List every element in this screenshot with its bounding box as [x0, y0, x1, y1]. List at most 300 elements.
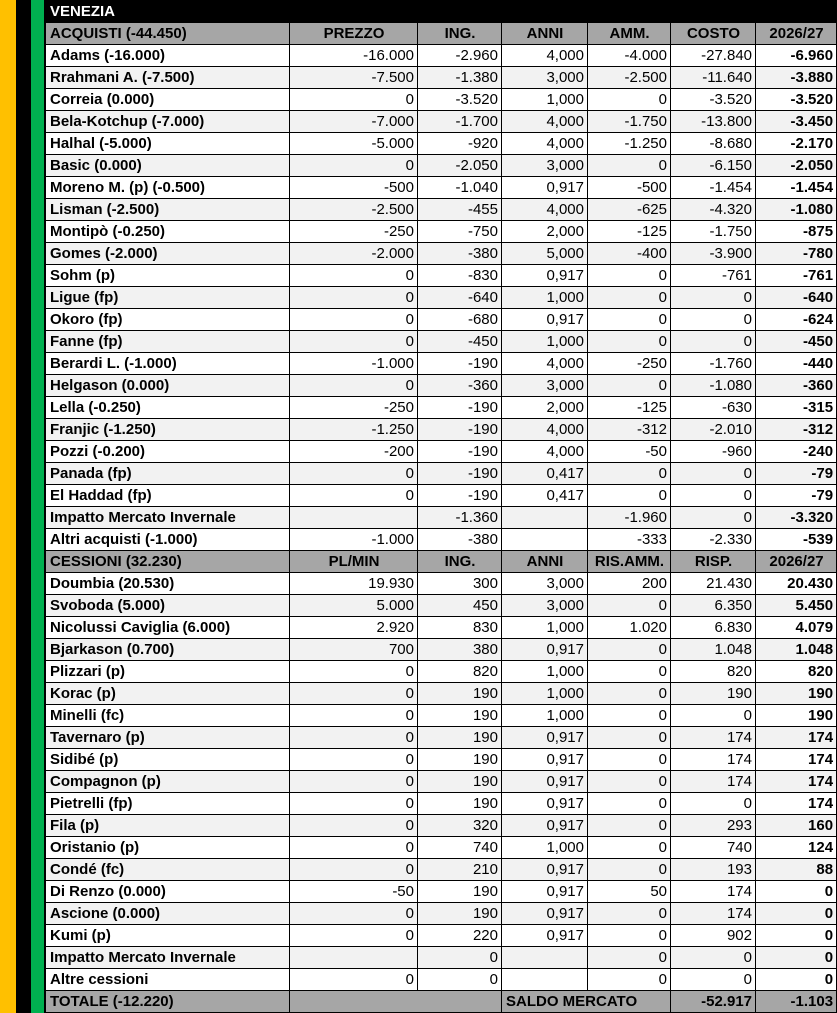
yellow-team-stripe: [0, 0, 16, 1013]
value-cell: 0: [290, 749, 418, 771]
value-cell: -8.680: [671, 133, 756, 155]
value-cell: [290, 947, 418, 969]
value-cell: 1,000: [502, 617, 588, 639]
acquisti-row: [46, 507, 837, 529]
value-cell: 0: [671, 705, 756, 727]
value-cell: -450: [418, 331, 502, 353]
value-cell: -2.500: [290, 199, 418, 221]
value-cell: 174: [671, 903, 756, 925]
acquisti-row: [46, 375, 837, 397]
value-cell: -3.900: [671, 243, 756, 265]
value-cell: -750: [418, 221, 502, 243]
transfer-spreadsheet: [45, 0, 834, 1013]
value-cell: 830: [418, 617, 502, 639]
season-impact-cell: 0: [756, 903, 837, 925]
value-cell: 0: [588, 155, 671, 177]
cessioni-row: [46, 661, 837, 683]
value-cell: -50: [588, 441, 671, 463]
cessioni-row: [46, 749, 837, 771]
acquisti-row: [46, 441, 837, 463]
column-header: COSTO: [671, 23, 756, 45]
value-cell: 1,000: [502, 705, 588, 727]
value-cell: 190: [418, 705, 502, 727]
season-impact-cell: -240: [756, 441, 837, 463]
total-row: [46, 991, 837, 1013]
value-cell: 0,917: [502, 265, 588, 287]
value-cell: 174: [671, 771, 756, 793]
column-header: ING.: [418, 551, 502, 573]
value-cell: 0: [290, 265, 418, 287]
value-cell: -1.750: [588, 111, 671, 133]
value-cell: -680: [418, 309, 502, 331]
value-cell: -125: [588, 221, 671, 243]
player-name: Berardi L. (-1.000): [46, 353, 290, 375]
value-cell: -1.040: [418, 177, 502, 199]
column-header: 2026/27: [756, 23, 837, 45]
value-cell: -1.080: [671, 375, 756, 397]
column-header: ANNI: [502, 23, 588, 45]
acquisti-row: [46, 265, 837, 287]
value-cell: -2.010: [671, 419, 756, 441]
player-name: Montipò (-0.250): [46, 221, 290, 243]
value-cell: -380: [418, 243, 502, 265]
value-cell: -360: [418, 375, 502, 397]
value-cell: 174: [671, 881, 756, 903]
column-header: 2026/27: [756, 551, 837, 573]
value-cell: 6.830: [671, 617, 756, 639]
value-cell: 21.430: [671, 573, 756, 595]
value-cell: 0: [588, 903, 671, 925]
value-cell: 0: [671, 309, 756, 331]
value-cell: 0: [418, 947, 502, 969]
value-cell: 0: [671, 947, 756, 969]
value-cell: 0,917: [502, 881, 588, 903]
player-name: Adams (-16.000): [46, 45, 290, 67]
season-impact-cell: -640: [756, 287, 837, 309]
player-name: Condé (fc): [46, 859, 290, 881]
acquisti-row: [46, 221, 837, 243]
value-cell: 1,000: [502, 683, 588, 705]
value-cell: 0: [671, 287, 756, 309]
player-name: Pozzi (-0.200): [46, 441, 290, 463]
value-cell: 820: [418, 661, 502, 683]
player-name: Helgason (0.000): [46, 375, 290, 397]
cessioni-row: [46, 727, 837, 749]
season-impact-cell: -6.960: [756, 45, 837, 67]
acquisti-row: [46, 529, 837, 551]
acquisti-row: [46, 45, 837, 67]
value-cell: 820: [671, 661, 756, 683]
season-impact-cell: -315: [756, 397, 837, 419]
season-impact-cell: 1.048: [756, 639, 837, 661]
value-cell: 0: [290, 485, 418, 507]
value-cell: -1.360: [418, 507, 502, 529]
player-name: Lella (-0.250): [46, 397, 290, 419]
season-impact-cell: -780: [756, 243, 837, 265]
value-cell: -2.960: [418, 45, 502, 67]
value-cell: -125: [588, 397, 671, 419]
total-label: TOTALE (-12.220): [46, 991, 290, 1013]
value-cell: [502, 507, 588, 529]
value-cell: 3,000: [502, 595, 588, 617]
value-cell: -1.760: [671, 353, 756, 375]
value-cell: 0: [588, 683, 671, 705]
saldo-mercato-label: SALDO MERCATO: [502, 991, 671, 1013]
cessioni-row: [46, 683, 837, 705]
value-cell: 1,000: [502, 331, 588, 353]
season-impact-cell: -761: [756, 265, 837, 287]
value-cell: [290, 507, 418, 529]
season-impact-cell: 174: [756, 727, 837, 749]
value-cell: -190: [418, 463, 502, 485]
season-impact-cell: 0: [756, 969, 837, 991]
cessioni-row: [46, 617, 837, 639]
cessioni-row: [46, 837, 837, 859]
value-cell: 3,000: [502, 573, 588, 595]
value-cell: 3,000: [502, 155, 588, 177]
season-impact-cell: 190: [756, 705, 837, 727]
season-impact-cell: -360: [756, 375, 837, 397]
value-cell: -1.700: [418, 111, 502, 133]
value-cell: [502, 529, 588, 551]
value-cell: -250: [290, 397, 418, 419]
value-cell: -16.000: [290, 45, 418, 67]
value-cell: -7.000: [290, 111, 418, 133]
season-impact-cell: 20.430: [756, 573, 837, 595]
value-cell: 0,917: [502, 793, 588, 815]
column-header: PREZZO: [290, 23, 418, 45]
player-name: Impatto Mercato Invernale: [46, 947, 290, 969]
value-cell: 0: [290, 815, 418, 837]
team-title-row: [46, 1, 837, 23]
cessioni-row: [46, 903, 837, 925]
player-name: Svoboda (5.000): [46, 595, 290, 617]
acquisti-section-title: ACQUISTI (-44.450): [46, 23, 290, 45]
player-name: Oristanio (p): [46, 837, 290, 859]
value-cell: 0,917: [502, 903, 588, 925]
value-cell: 0: [290, 837, 418, 859]
acquisti-row: [46, 199, 837, 221]
player-name: Panada (fp): [46, 463, 290, 485]
cessioni-row: [46, 859, 837, 881]
value-cell: -190: [418, 485, 502, 507]
player-name: Bjarkason (0.700): [46, 639, 290, 661]
player-name: Fila (p): [46, 815, 290, 837]
value-cell: 0: [290, 705, 418, 727]
value-cell: 0: [588, 793, 671, 815]
acquisti-row: [46, 463, 837, 485]
acquisti-row: [46, 177, 837, 199]
value-cell: -11.640: [671, 67, 756, 89]
value-cell: 0: [671, 793, 756, 815]
season-impact-cell: 124: [756, 837, 837, 859]
value-cell: 0: [588, 309, 671, 331]
value-cell: 320: [418, 815, 502, 837]
value-cell: -500: [290, 177, 418, 199]
column-header: RIS.AMM.: [588, 551, 671, 573]
player-name: Kumi (p): [46, 925, 290, 947]
acquisti-header-row: [46, 23, 837, 45]
player-name: Lisman (-2.500): [46, 199, 290, 221]
player-name: Basic (0.000): [46, 155, 290, 177]
value-cell: 0,417: [502, 463, 588, 485]
acquisti-row: [46, 133, 837, 155]
value-cell: 4,000: [502, 111, 588, 133]
season-impact-cell: -3.320: [756, 507, 837, 529]
value-cell: 0,917: [502, 859, 588, 881]
player-name: Moreno M. (p) (-0.500): [46, 177, 290, 199]
value-cell: 0: [671, 463, 756, 485]
value-cell: -960: [671, 441, 756, 463]
season-impact-cell: 0: [756, 947, 837, 969]
acquisti-row: [46, 309, 837, 331]
player-name: Altri acquisti (-1.000): [46, 529, 290, 551]
value-cell: -761: [671, 265, 756, 287]
total-blank: [290, 991, 502, 1013]
value-cell: -2.330: [671, 529, 756, 551]
value-cell: 0,917: [502, 177, 588, 199]
value-cell: 50: [588, 881, 671, 903]
value-cell: 0: [290, 903, 418, 925]
value-cell: 0: [290, 771, 418, 793]
value-cell: 0: [290, 969, 418, 991]
acquisti-row: [46, 419, 837, 441]
value-cell: -27.840: [671, 45, 756, 67]
player-name: Doumbia (20.530): [46, 573, 290, 595]
value-cell: 0,917: [502, 771, 588, 793]
value-cell: 19.930: [290, 573, 418, 595]
value-cell: -625: [588, 199, 671, 221]
value-cell: 740: [671, 837, 756, 859]
cessioni-row: [46, 947, 837, 969]
player-name: Bela-Kotchup (-7.000): [46, 111, 290, 133]
player-name: Ligue (fp): [46, 287, 290, 309]
player-name: Fanne (fp): [46, 331, 290, 353]
value-cell: 0: [588, 925, 671, 947]
value-cell: 2.920: [290, 617, 418, 639]
player-name: El Haddad (fp): [46, 485, 290, 507]
value-cell: 0,417: [502, 485, 588, 507]
season-impact-cell: 0: [756, 925, 837, 947]
total-season-impact: -1.103: [756, 991, 837, 1013]
value-cell: 193: [671, 859, 756, 881]
value-cell: 190: [418, 727, 502, 749]
value-cell: -3.520: [418, 89, 502, 111]
value-cell: -312: [588, 419, 671, 441]
value-cell: 0: [588, 287, 671, 309]
season-impact-cell: 160: [756, 815, 837, 837]
player-name: Halhal (-5.000): [46, 133, 290, 155]
acquisti-row: [46, 485, 837, 507]
value-cell: 380: [418, 639, 502, 661]
value-cell: 0: [588, 639, 671, 661]
player-name: Franjic (-1.250): [46, 419, 290, 441]
season-impact-cell: -3.520: [756, 89, 837, 111]
value-cell: -190: [418, 353, 502, 375]
value-cell: 0: [588, 331, 671, 353]
value-cell: 6.350: [671, 595, 756, 617]
value-cell: 4,000: [502, 419, 588, 441]
value-cell: -640: [418, 287, 502, 309]
value-cell: 0: [290, 375, 418, 397]
transfer-table: [45, 0, 837, 1013]
season-impact-cell: -312: [756, 419, 837, 441]
value-cell: 0: [290, 661, 418, 683]
cessioni-row: [46, 595, 837, 617]
value-cell: -4.320: [671, 199, 756, 221]
value-cell: 174: [671, 749, 756, 771]
total-risp: -52.917: [671, 991, 756, 1013]
value-cell: -1.454: [671, 177, 756, 199]
value-cell: -250: [290, 221, 418, 243]
value-cell: 0: [588, 705, 671, 727]
value-cell: 0: [588, 375, 671, 397]
value-cell: -2.050: [418, 155, 502, 177]
value-cell: 0: [290, 89, 418, 111]
value-cell: -190: [418, 397, 502, 419]
season-impact-cell: -624: [756, 309, 837, 331]
player-name: Compagnon (p): [46, 771, 290, 793]
player-name: Nicolussi Caviglia (6.000): [46, 617, 290, 639]
column-header: ANNI: [502, 551, 588, 573]
value-cell: 0: [588, 89, 671, 111]
season-impact-cell: -2.050: [756, 155, 837, 177]
value-cell: -1.250: [588, 133, 671, 155]
acquisti-row: [46, 67, 837, 89]
value-cell: 0,917: [502, 815, 588, 837]
value-cell: -13.800: [671, 111, 756, 133]
value-cell: 0: [588, 771, 671, 793]
value-cell: -3.520: [671, 89, 756, 111]
value-cell: 3,000: [502, 67, 588, 89]
value-cell: 0: [290, 727, 418, 749]
value-cell: -500: [588, 177, 671, 199]
season-impact-cell: 174: [756, 793, 837, 815]
value-cell: 0: [671, 331, 756, 353]
value-cell: 1.048: [671, 639, 756, 661]
value-cell: 0: [671, 969, 756, 991]
player-name: Sohm (p): [46, 265, 290, 287]
acquisti-row: [46, 155, 837, 177]
cessioni-row: [46, 969, 837, 991]
value-cell: 4,000: [502, 133, 588, 155]
player-name: Sidibé (p): [46, 749, 290, 771]
cessioni-section-title: CESSIONI (32.230): [46, 551, 290, 573]
value-cell: -630: [671, 397, 756, 419]
value-cell: 0,917: [502, 749, 588, 771]
season-impact-cell: -450: [756, 331, 837, 353]
value-cell: 0: [290, 287, 418, 309]
value-cell: 0: [671, 485, 756, 507]
value-cell: [502, 947, 588, 969]
player-name: Plizzari (p): [46, 661, 290, 683]
value-cell: 190: [418, 793, 502, 815]
value-cell: 4,000: [502, 45, 588, 67]
cessioni-row: [46, 705, 837, 727]
value-cell: 200: [588, 573, 671, 595]
value-cell: 0: [290, 793, 418, 815]
cessioni-row: [46, 793, 837, 815]
value-cell: -2.000: [290, 243, 418, 265]
value-cell: 1,000: [502, 89, 588, 111]
acquisti-row: [46, 111, 837, 133]
column-header: PL/MIN: [290, 551, 418, 573]
season-impact-cell: -2.170: [756, 133, 837, 155]
value-cell: 0: [588, 727, 671, 749]
player-name: Di Renzo (0.000): [46, 881, 290, 903]
value-cell: -190: [418, 441, 502, 463]
season-impact-cell: 4.079: [756, 617, 837, 639]
cessioni-header-row: [46, 551, 837, 573]
value-cell: 0: [588, 837, 671, 859]
value-cell: 0: [588, 661, 671, 683]
value-cell: 220: [418, 925, 502, 947]
value-cell: -1.000: [290, 529, 418, 551]
player-name: Correia (0.000): [46, 89, 290, 111]
value-cell: -6.150: [671, 155, 756, 177]
season-impact-cell: -440: [756, 353, 837, 375]
acquisti-row: [46, 397, 837, 419]
player-name: Korac (p): [46, 683, 290, 705]
value-cell: 0: [588, 463, 671, 485]
value-cell: 174: [671, 727, 756, 749]
value-cell: 4,000: [502, 353, 588, 375]
season-impact-cell: 820: [756, 661, 837, 683]
value-cell: 0: [588, 859, 671, 881]
value-cell: 1,000: [502, 287, 588, 309]
player-name: Impatto Mercato Invernale: [46, 507, 290, 529]
value-cell: -7.500: [290, 67, 418, 89]
value-cell: -50: [290, 881, 418, 903]
value-cell: 0: [418, 969, 502, 991]
value-cell: 902: [671, 925, 756, 947]
value-cell: -920: [418, 133, 502, 155]
season-impact-cell: -3.450: [756, 111, 837, 133]
cessioni-row: [46, 639, 837, 661]
value-cell: 0: [588, 485, 671, 507]
value-cell: -830: [418, 265, 502, 287]
black-team-stripe: [16, 0, 31, 1013]
value-cell: 0: [588, 749, 671, 771]
value-cell: 4,000: [502, 199, 588, 221]
value-cell: 2,000: [502, 221, 588, 243]
value-cell: 1,000: [502, 661, 588, 683]
acquisti-row: [46, 89, 837, 111]
value-cell: 0,917: [502, 309, 588, 331]
value-cell: -1.380: [418, 67, 502, 89]
player-name: Gomes (-2.000): [46, 243, 290, 265]
acquisti-row: [46, 243, 837, 265]
value-cell: -250: [588, 353, 671, 375]
value-cell: 0: [290, 925, 418, 947]
player-name: Minelli (fc): [46, 705, 290, 727]
value-cell: 1,000: [502, 837, 588, 859]
cessioni-row: [46, 771, 837, 793]
value-cell: -1.750: [671, 221, 756, 243]
value-cell: 3,000: [502, 375, 588, 397]
value-cell: -5.000: [290, 133, 418, 155]
season-impact-cell: -1.454: [756, 177, 837, 199]
value-cell: 190: [418, 881, 502, 903]
player-name: Rrahmani A. (-7.500): [46, 67, 290, 89]
team-name: VENEZIA: [46, 1, 837, 23]
column-header: AMM.: [588, 23, 671, 45]
value-cell: 0: [588, 265, 671, 287]
player-name: Altre cessioni: [46, 969, 290, 991]
value-cell: 4,000: [502, 441, 588, 463]
green-team-stripe: [31, 0, 44, 1013]
season-impact-cell: 0: [756, 881, 837, 903]
